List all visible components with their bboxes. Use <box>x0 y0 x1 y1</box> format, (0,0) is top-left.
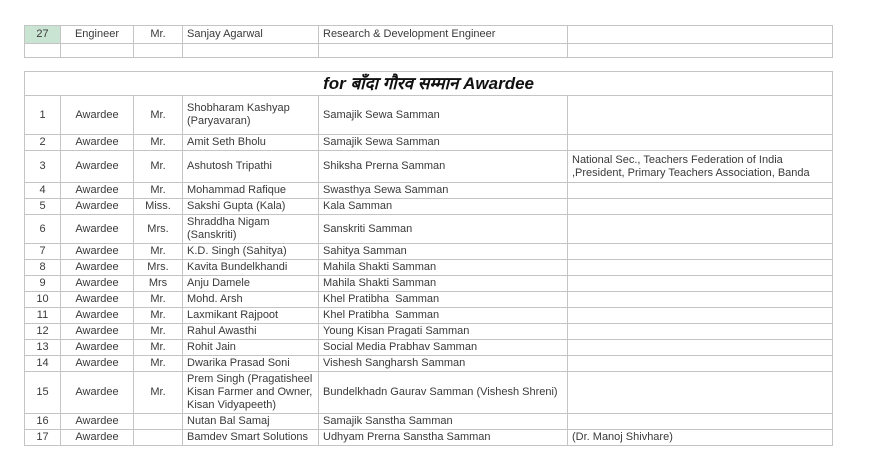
table-row <box>25 292 833 308</box>
cell-no: 14 <box>25 356 61 372</box>
cell-award: Research & Development Engineer <box>319 26 568 44</box>
cell-role: Awardee <box>61 356 134 372</box>
cell-notes <box>568 308 833 324</box>
cell-title: Mr. <box>134 135 183 151</box>
cell-award: Udhyam Prerna Sanstha Samman <box>319 430 568 446</box>
cell-name: Nutan Bal Samaj <box>183 414 319 430</box>
cell-title <box>134 430 183 446</box>
cell-role: Engineer <box>61 26 134 44</box>
cell-name: Rahul Awasthi <box>183 324 319 340</box>
table-row <box>25 199 833 215</box>
table-row <box>25 308 833 324</box>
cell-award: Khel Pratibha Samman <box>319 292 568 308</box>
cell-no: 5 <box>25 199 61 215</box>
cell-no: 6 <box>25 215 61 244</box>
table-row <box>25 151 833 183</box>
cell-role: Awardee <box>61 308 134 324</box>
cell-notes <box>568 215 833 244</box>
cell-role: Awardee <box>61 430 134 446</box>
cell-role: Awardee <box>61 183 134 199</box>
cell-no: 9 <box>25 276 61 292</box>
table-row <box>25 356 833 372</box>
table-row <box>25 135 833 151</box>
cell-name: Ashutosh Tripathi <box>183 151 319 183</box>
cell-notes <box>568 183 833 199</box>
cell-title <box>134 414 183 430</box>
cell-notes <box>568 276 833 292</box>
cell-name: Anju Damele <box>183 276 319 292</box>
cell-role: Awardee <box>61 324 134 340</box>
cell-name: Sanjay Agarwal <box>183 26 319 44</box>
cell-award: Vishesh Sangharsh Samman <box>319 356 568 372</box>
cell-title: Mr. <box>134 151 183 183</box>
cell-name: Rohit Jain <box>183 340 319 356</box>
table-row <box>25 260 833 276</box>
cell-award: Sanskriti Samman <box>319 215 568 244</box>
cell-award: Young Kisan Pragati Samman <box>319 324 568 340</box>
cell-no: 27 <box>25 26 61 44</box>
cell-notes <box>568 26 833 44</box>
awardee-table <box>24 71 833 446</box>
cell-title: Mrs. <box>134 215 183 244</box>
cell-name: Sakshi Gupta (Kala) <box>183 199 319 215</box>
cell-title <box>134 44 183 58</box>
cell-role: Awardee <box>61 292 134 308</box>
cell-role: Awardee <box>61 340 134 356</box>
table-row <box>25 276 833 292</box>
cell-award: Swasthya Sewa Samman <box>319 183 568 199</box>
cell-award: Mahila Shakti Samman <box>319 260 568 276</box>
cell-no: 15 <box>25 372 61 414</box>
cell-name <box>183 44 319 58</box>
cell-title: Mrs. <box>134 260 183 276</box>
cell-no: 16 <box>25 414 61 430</box>
cell-award: Kala Samman <box>319 199 568 215</box>
table-row <box>25 96 833 135</box>
cell-name: Amit Seth Bholu <box>183 135 319 151</box>
table-row <box>25 244 833 260</box>
cell-title: Mr. <box>134 96 183 135</box>
table-row <box>25 372 833 414</box>
table-row <box>25 324 833 340</box>
cell-role: Awardee <box>61 414 134 430</box>
cell-award: Mahila Shakti Samman <box>319 276 568 292</box>
cell-notes <box>568 324 833 340</box>
cell-notes <box>568 260 833 276</box>
cell-no: 10 <box>25 292 61 308</box>
cell-name: Mohd. Arsh <box>183 292 319 308</box>
cell-title: Mr. <box>134 340 183 356</box>
cell-title: Mr. <box>134 244 183 260</box>
cell-award: Sahitya Samman <box>319 244 568 260</box>
cell-role: Awardee <box>61 276 134 292</box>
cell-notes <box>568 372 833 414</box>
table-row <box>25 430 833 446</box>
cell-notes <box>568 96 833 135</box>
cell-name: Shobharam Kashyap (Paryavaran) <box>183 96 319 135</box>
table-row <box>25 414 833 430</box>
cell-award: Bundelkhadn Gaurav Samman (Vishesh Shreni) <box>319 372 568 414</box>
cell-role <box>61 44 134 58</box>
awardee-table-header-row <box>25 72 833 96</box>
cell-no: 11 <box>25 308 61 324</box>
cell-role: Awardee <box>61 215 134 244</box>
cell-award: Shiksha Prerna Samman <box>319 151 568 183</box>
cell-no: 2 <box>25 135 61 151</box>
cell-no <box>25 44 61 58</box>
table-row <box>25 340 833 356</box>
cell-award <box>319 44 568 58</box>
cell-name: Kavita Bundelkhandi <box>183 260 319 276</box>
awardee-table-title: for बाँदा गौरव सम्मान Awardee <box>25 72 833 96</box>
cell-title: Mr. <box>134 26 183 44</box>
cell-name: Prem Singh (Pragatisheel Kisan Farmer and Owner, Kisan Vidyapeeth) <box>183 372 319 414</box>
cell-title: Mr. <box>134 308 183 324</box>
cell-title: Mr. <box>134 324 183 340</box>
cell-award: Samajik Sanstha Samman <box>319 414 568 430</box>
cell-notes <box>568 356 833 372</box>
cell-award: Social Media Prabhav Samman <box>319 340 568 356</box>
cell-name: Shraddha Nigam (Sanskriti) <box>183 215 319 244</box>
cell-name: Laxmikant Rajpoot <box>183 308 319 324</box>
cell-award: Samajik Sewa Samman <box>319 135 568 151</box>
cell-no: 4 <box>25 183 61 199</box>
cell-award: Samajik Sewa Samman <box>319 96 568 135</box>
cell-role: Awardee <box>61 151 134 183</box>
cell-role: Awardee <box>61 372 134 414</box>
cell-no: 13 <box>25 340 61 356</box>
cell-notes <box>568 244 833 260</box>
cell-notes <box>568 44 833 58</box>
cell-no: 1 <box>25 96 61 135</box>
cell-no: 3 <box>25 151 61 183</box>
cell-no: 12 <box>25 324 61 340</box>
cell-role: Awardee <box>61 199 134 215</box>
cell-role: Awardee <box>61 96 134 135</box>
cell-notes <box>568 414 833 430</box>
table-row <box>25 215 833 244</box>
cell-role: Awardee <box>61 244 134 260</box>
cell-award: Khel Pratibha Samman <box>319 308 568 324</box>
cell-title: Mr. <box>134 183 183 199</box>
cell-notes <box>568 340 833 356</box>
cell-notes: (Dr. Manoj Shivhare) <box>568 430 833 446</box>
cell-name: Mohammad Rafique <box>183 183 319 199</box>
cell-title: Miss. <box>134 199 183 215</box>
cell-title: Mr. <box>134 292 183 308</box>
cell-role: Awardee <box>61 260 134 276</box>
cell-title: Mrs <box>134 276 183 292</box>
cell-notes <box>568 292 833 308</box>
cell-no: 8 <box>25 260 61 276</box>
table-row <box>25 183 833 199</box>
cell-role: Awardee <box>61 135 134 151</box>
cell-no: 17 <box>25 430 61 446</box>
table-row <box>25 44 833 58</box>
cell-name: Bamdev Smart Solutions <box>183 430 319 446</box>
cell-notes <box>568 135 833 151</box>
cell-title: Mr. <box>134 356 183 372</box>
cell-notes <box>568 199 833 215</box>
cell-title: Mr. <box>134 372 183 414</box>
table-row <box>25 26 833 44</box>
cell-name: K.D. Singh (Sahitya) <box>183 244 319 260</box>
cell-name: Dwarika Prasad Soni <box>183 356 319 372</box>
cell-no: 7 <box>25 244 61 260</box>
engineer-table <box>24 25 833 58</box>
cell-notes: National Sec., Teachers Federation of India ,President, Primary Teachers Association, Banda <box>568 151 833 183</box>
